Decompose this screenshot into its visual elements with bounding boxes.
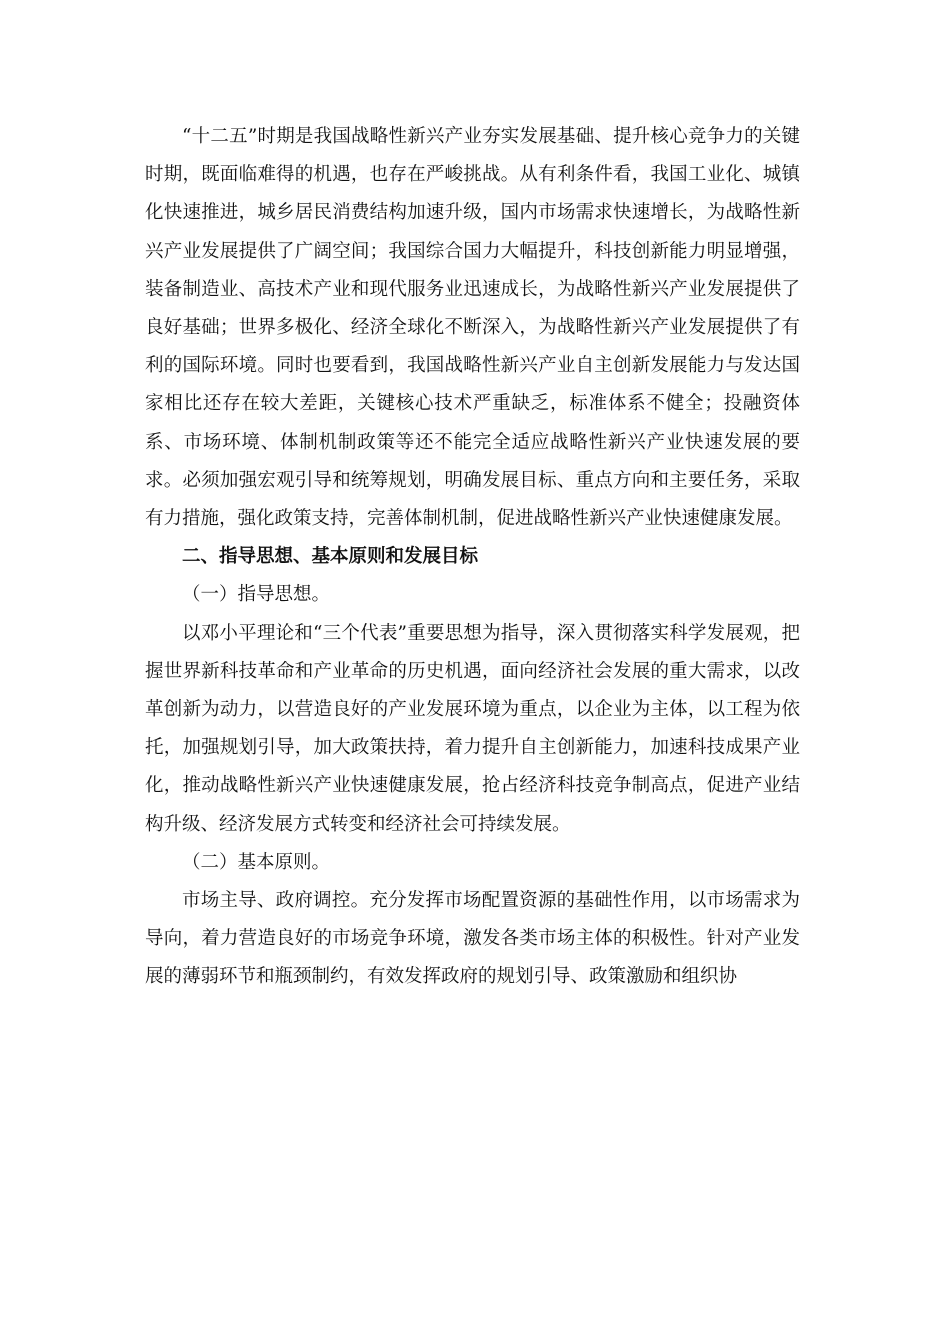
paragraph-context: “十二五”时期是我国战略性新兴产业夯实发展基础、提升核心竞争力的关键时期，既面临难得的机遇，也存在严峻挑战。从有利条件看，我国工业化、城镇化快速推进，城乡居民消费结构加速升级，国内市场需求快速增长，为战略性新兴产业发展提供了广阔空间；我国综合国力大幅提升，科技创新能力明显增强，装备制造业、高技术产业和现代服务业迅速成长，为战略性新兴产业发展提供了良好基础；世界多极化、经济全球化不断深入，为战略性新兴产业发展提供了有利的国际环境。同时也要看到，我国战略性新兴产业自主创新发展能力与发达国家相比还存在较大差距，关键核心技术严重缺乏，标准体系不健全；投融资体系、市场环境、体制机制政策等还不能完全适应战略性新兴产业快速发展的要求。必须加强宏观引导和统筹规划，明确发展目标、重点方向和主要任务，采取有力措施，强化政策支持，完善体制机制，促进战略性新兴产业快速健康发展。 — [145, 126, 800, 530]
paragraph-basic-principles: 市场主导、政府调控。充分发挥市场配置资源的基础性作用，以市场需求为导向，着力营造良好的市场竞争环境，激发各类市场主体的积极性。针对产业发展的薄弱环节和瓶颈制约，有效发挥政府的规划引导、政策激励和组织协 — [145, 890, 800, 988]
document-page — [145, 118, 800, 997]
subsection-guiding-thought: （一）指导思想。 — [182, 584, 331, 606]
paragraph-guiding-thought: 以邓小平理论和“三个代表”重要思想为指导，深入贯彻落实科学发展观，把握世界新科技革命和产业革命的历史机遇，面向经济社会发展的重大需求，以改革创新为动力，以营造良好的产业发展环境为重点，以企业为主体，以工程为依托，加强规划引导，加大政策扶持，着力提升自主创新能力，加速科技成果产业化，推动战略性新兴产业快速健康发展，抢占经济科技竞争制高点，促进产业结构升级、经济发展方式转变和经济社会可持续发展。 — [145, 622, 800, 835]
section-heading: 二、指导思想、基本原则和发展目标 — [182, 546, 479, 568]
subsection-basic-principles: （二）基本原则。 — [182, 851, 331, 873]
